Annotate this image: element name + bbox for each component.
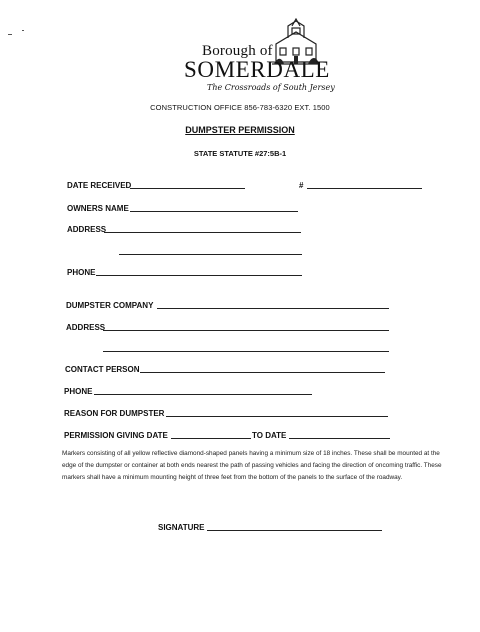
company-address-line[interactable] [103, 330, 389, 331]
logo-somerdale-text: SOMERDALE [184, 57, 330, 82]
owners-name-line[interactable] [130, 211, 298, 212]
date-received-line[interactable] [130, 188, 245, 189]
scan-speck [8, 34, 12, 35]
phone-label: PHONE [67, 268, 96, 277]
contact-person-label: CONTACT PERSON [65, 365, 140, 374]
company-phone-line[interactable] [94, 394, 312, 395]
phone-line[interactable] [96, 275, 302, 276]
permission-date-label: PERMISSION GIVING DATE [64, 431, 168, 440]
dumpster-company-line[interactable] [157, 308, 389, 309]
contact-person-line[interactable] [140, 372, 385, 373]
company-address-line-2[interactable] [103, 351, 389, 352]
address-line-2[interactable] [119, 254, 302, 255]
scan-speck [22, 30, 24, 31]
address-line[interactable] [104, 232, 301, 233]
permission-date-line[interactable] [171, 438, 251, 439]
dumpster-company-label: DUMPSTER COMPANY [66, 301, 154, 310]
date-received-label: DATE RECEIVED [67, 181, 132, 190]
form-title [0, 125, 480, 135]
marker-requirements-note: Markers consisting of all yellow reflective diamond-shaped panels having a minimum size of 18 inches. These shall be mounted at the edge of the dumpster or container at both ends nearest the path of passing vehicles and facing the direction of oncoming traffic. These markers shall have a minimum mounting height of three feet from the bottom of the panels to the surface of the roadway. [62, 450, 442, 481]
to-date-line[interactable] [289, 438, 390, 439]
reason-label: REASON FOR DUMPSTER [64, 409, 165, 418]
company-address-label: ADDRESS [66, 323, 106, 332]
company-phone-label: PHONE [64, 387, 93, 396]
construction-office-line: CONSTRUCTION OFFICE 856-783-6320 EXT. 1500 [150, 103, 330, 112]
state-statute: STATE STATUTE #27:5B-1 [193, 149, 287, 158]
number-label: # [299, 181, 304, 190]
logo-borough-text: Borough of [202, 43, 273, 59]
signature-label: SIGNATURE [158, 523, 205, 532]
logo-tagline: The Crossroads of South Jersey [207, 83, 335, 92]
address-label: ADDRESS [67, 225, 107, 234]
to-date-label: TO DATE [252, 431, 287, 440]
reason-line[interactable] [166, 416, 388, 417]
form-title-text: DUMPSTER PERMISSION [185, 125, 295, 135]
signature-line[interactable] [207, 530, 382, 531]
owners-name-label: OWNERS NAME [67, 204, 129, 213]
number-line[interactable] [307, 188, 422, 189]
